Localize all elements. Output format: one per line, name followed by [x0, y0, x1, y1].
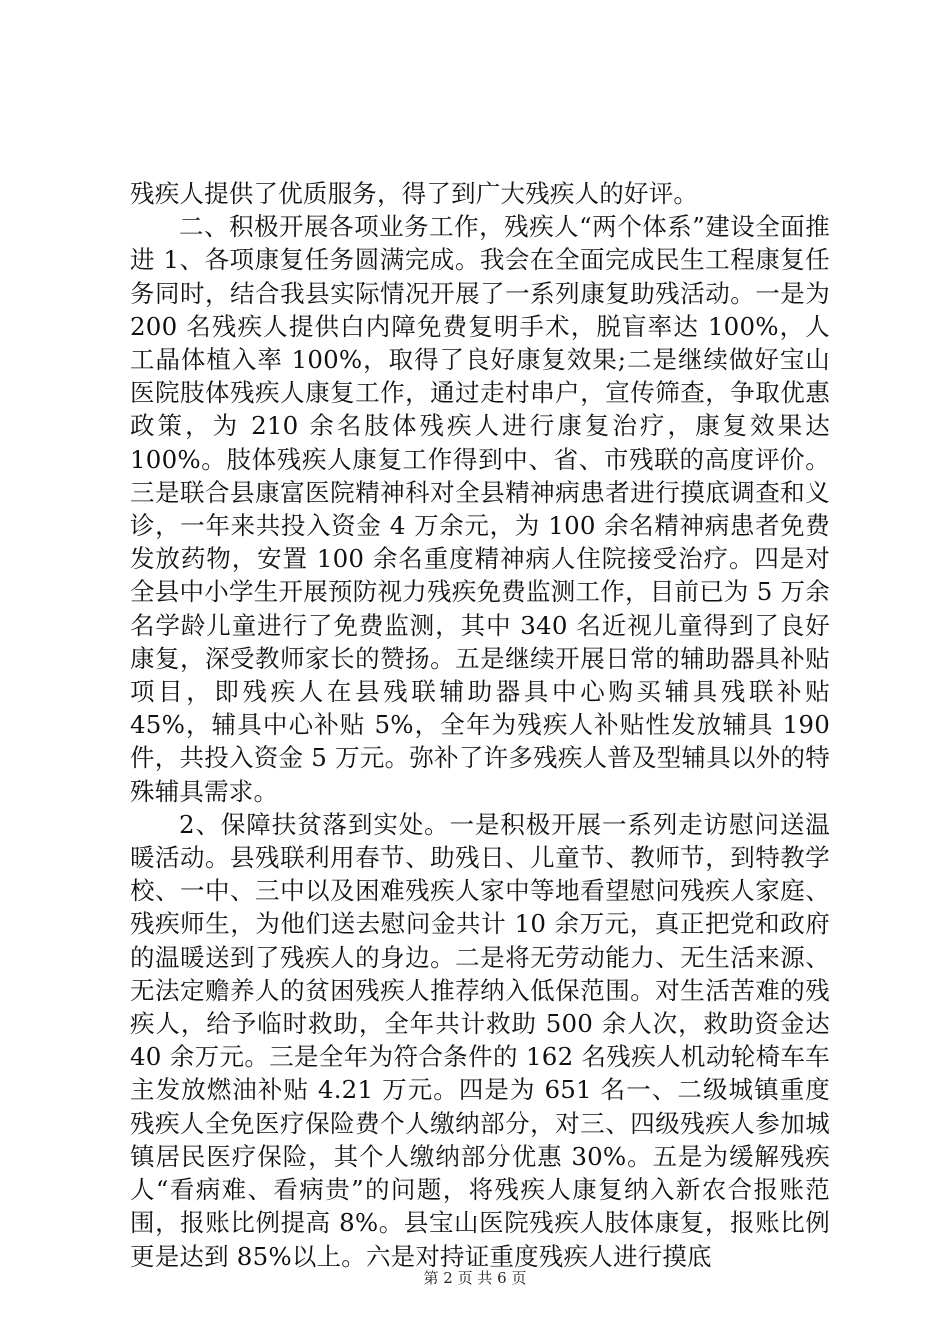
- page-footer: 第 2 页 共 6 页: [423, 1269, 527, 1287]
- paragraph-poverty-relief: 2、保障扶贫落到实处。一是积极开展一系列走访慰问送温暖活动。县残联利用春节、助残日、儿童节、教师节，到特教学校、一中、三中以及困难残疾人家中等地看望慰问残疾人家庭、残疾师生，为他们送去慰问金共计 10 余万元，真正把党和政府的温暖送到了残疾人的身边。二是将无劳动能力、无生活来源、无法定赡养人的贫困残疾人推荐纳入低保范围。对生活苦难的残疾人，给予临时救助，全年共计救助 500 余人次，救助资金达 40 余万元。三是全年为符合条件的 162 名残疾人机动轮椅车车主发放燃油补贴 4.21 万元。四是为 651 名一、二级城镇重度残疾人全免医疗保险费个人缴纳部分，对三、四级残疾人参加城镇居民医疗保险，其个人缴纳部分优惠 30%。五是为缓解残疾人“看病难、看病贵”的问题，将残疾人康复纳入新农合报账范围，报账比例提高 8%。县宝山医院残疾人肢体康复，报账比例更是达到 85%以上。六是对持证重度残疾人进行摸底: [130, 809, 830, 1271]
- document-body: [130, 177, 830, 1273]
- paragraph-section-two: 二、积极开展各项业务工作，残疾人“两个体系”建设全面推进 1、各项康复任务圆满完成。我会在全面完成民生工程康复任务同时，结合我县实际情况开展了一系列康复助残活动。一是为 200 名残疾人提供白内障免费复明手术，脱盲率达 100%，人工晶体植入率 100%，取得了良好康复效果;二是继续做好宝山医院肢体残疾人康复工作，通过走村串户，宣传筛查，争取优惠政策，为 210 余名肢体残疾人进行康复治疗，康复效果达 100%。肢体残疾人康复工作得到中、省、市残联的高度评价。三是联合县康富医院精神科对全县精神病患者进行摸底调查和义诊，一年来共投入资金 4 万余元，为 100 余名精神病患者免费发放药物，安置 100 余名重度精神病人住院接受治疗。四是对全县中小学生开展预防视力残疾免费监测工作，目前已为 5 万余名学龄儿童进行了免费监测，其中 340 名近视儿童得到了良好康复，深受教师家长的赞扬。五是继续开展日常的辅助器具补贴项目，即残疾人在县残联辅助器具中心购买辅具残联补贴 45%，辅具中心补贴 5%，全年为残疾人补贴性发放辅具 190 件，共投入资金 5 万元。弥补了许多残疾人普及型辅具以外的特殊辅具需求。: [130, 212, 830, 806]
- paragraph-continuation: 残疾人提供了优质服务，得了到广大残疾人的好评。: [130, 179, 699, 208]
